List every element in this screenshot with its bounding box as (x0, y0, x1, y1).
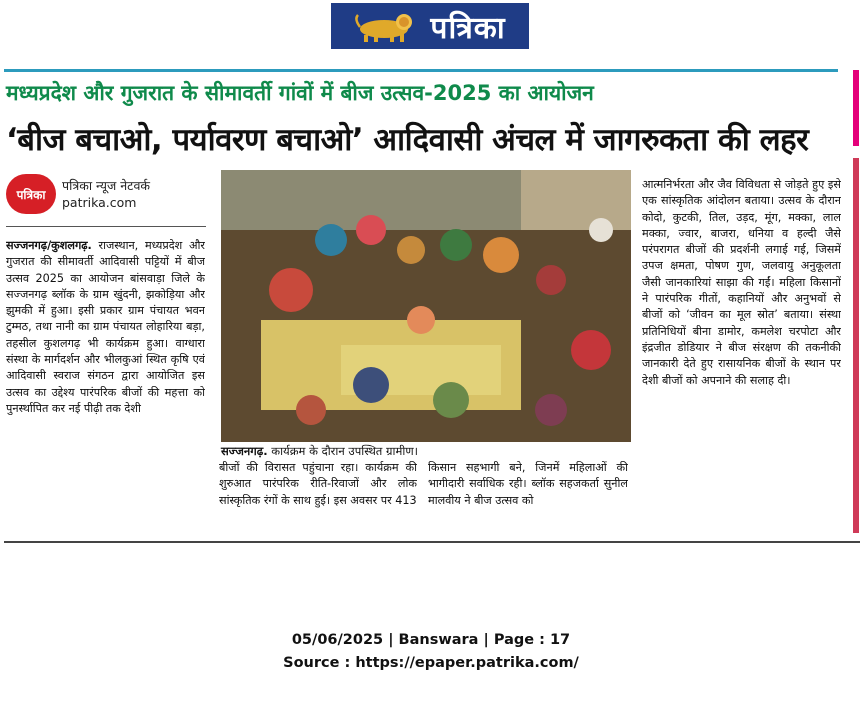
article-photo (221, 170, 631, 442)
column-1-text: राजस्थान, मध्यप्रदेश और गुजरात की सीमावर्ती आदिवासी पट्टियों में बीज उत्सव 2025 का आयोजन बांसवाड़ा जिले के सज्जनगढ़ ब्लॉक के ग्राम खुंदनी, झकोड़िया और झुमकी में हुआ। इसी प्रकार ग्राम पंचायत भवन टुम्मठ, तथा नानी का ग्राम पंचायत लोहारिया बड़ा, तहसील कुशलगढ़ भी कार्यक्रम हुआ। वाग्धारा संस्था के मार्गदर्शन और भीलकुआं स्थित कृषि एवं आदिवासी स्वराज संगठन द्वारा आयोजित इस उत्सव का उद्देश्य पारंपरिक बीजों की महत्ता को पुनर्स्थापित कर नई पीढ़ी तक देशी (6, 239, 205, 415)
article-kicker: मध्यप्रदेश और गुजरात के सीमावर्ती गांवों में बीज उत्सव-2025 का आयोजन (6, 81, 594, 105)
side-color-strip-lower (853, 158, 859, 533)
bottom-divider (4, 541, 860, 543)
photo-caption (221, 444, 631, 460)
newspaper-masthead (331, 3, 529, 49)
byline-agency: पत्रिका न्यूज नेटवर्क (62, 178, 151, 193)
article-headline: ‘बीज बचाओ, पर्यावरण बचाओ’ आदिवासी अंचल में जागरुकता की लहर (6, 122, 809, 158)
byline-site: patrika.com (62, 195, 137, 210)
byline-divider (6, 226, 206, 227)
side-color-strip (853, 70, 859, 146)
footer-date-line: 05/06/2025 | Banswara | Page : 17 (291, 632, 571, 648)
byline (6, 171, 206, 217)
article-column-1 (6, 238, 205, 533)
top-divider (4, 69, 838, 72)
source-footer (0, 629, 862, 675)
footer-source-line: Source : https://epaper.patrika.com/ (283, 655, 579, 671)
article-column-3: किसान सहभागी बने, जिनमें महिलाओं की भागीदारी सर्वाधिक रही। ब्लॉक सहजकर्ता सुनील मालवीय ने बीज उत्सव को (428, 461, 628, 507)
dateline: सज्जनगढ़/कुशलगढ़. (6, 239, 92, 252)
article-column-2: बीजों की विरासत पहुंचाना रहा। कार्यक्रम की शुरुआत पारंपरिक रीति-रिवाजों और लोक सांस्कृतिक रंगों के साथ हुई। इस अवसर पर 413 (219, 461, 417, 507)
byline-text (62, 177, 150, 211)
caption-place: सज्जनगढ़. (221, 444, 268, 458)
lion-emblem-icon (354, 9, 418, 43)
masthead-logo-text: पत्रिका (430, 10, 506, 46)
article-column-4: आत्मनिर्भरता और जैव विविधता से जोड़ते हुए इसे एक सांस्कृतिक आंदोलन बताया। उत्सव के दौरान कोदो, कुटकी, तिल, उड़द, मूंग, मक्का, लाल मक्का, ज्वार, बाजरा, धनिया व हल्दी जैसे परंपरागत बीजों की प्रदर्शनी लगाई गई, जिसमें उपज क्षमता, पोषण गुण, जलवायु अनुकूलता जैसी जानकारियां साझा की गईं। महिला किसानों ने पारंपरिक गीतों, कहानियों और अनुभवों से बीजों को ‘जीवन का मूल स्रोत’ बताया। संस्था प्रतिनिधियों बीना डामोर, कमलेश चरपोटा और इंद्रजीत डोडियार ने बीज संरक्षण की तकनीकी जानकारी देते हुए रासायनिक बीजों के स्थान पर देशी बीजों को अपनाने की सलाह दी। (642, 178, 841, 387)
byline-logo: पत्रिका (6, 174, 56, 214)
caption-text: कार्यक्रम के दौरान उपस्थित ग्रामीण। (267, 444, 418, 458)
